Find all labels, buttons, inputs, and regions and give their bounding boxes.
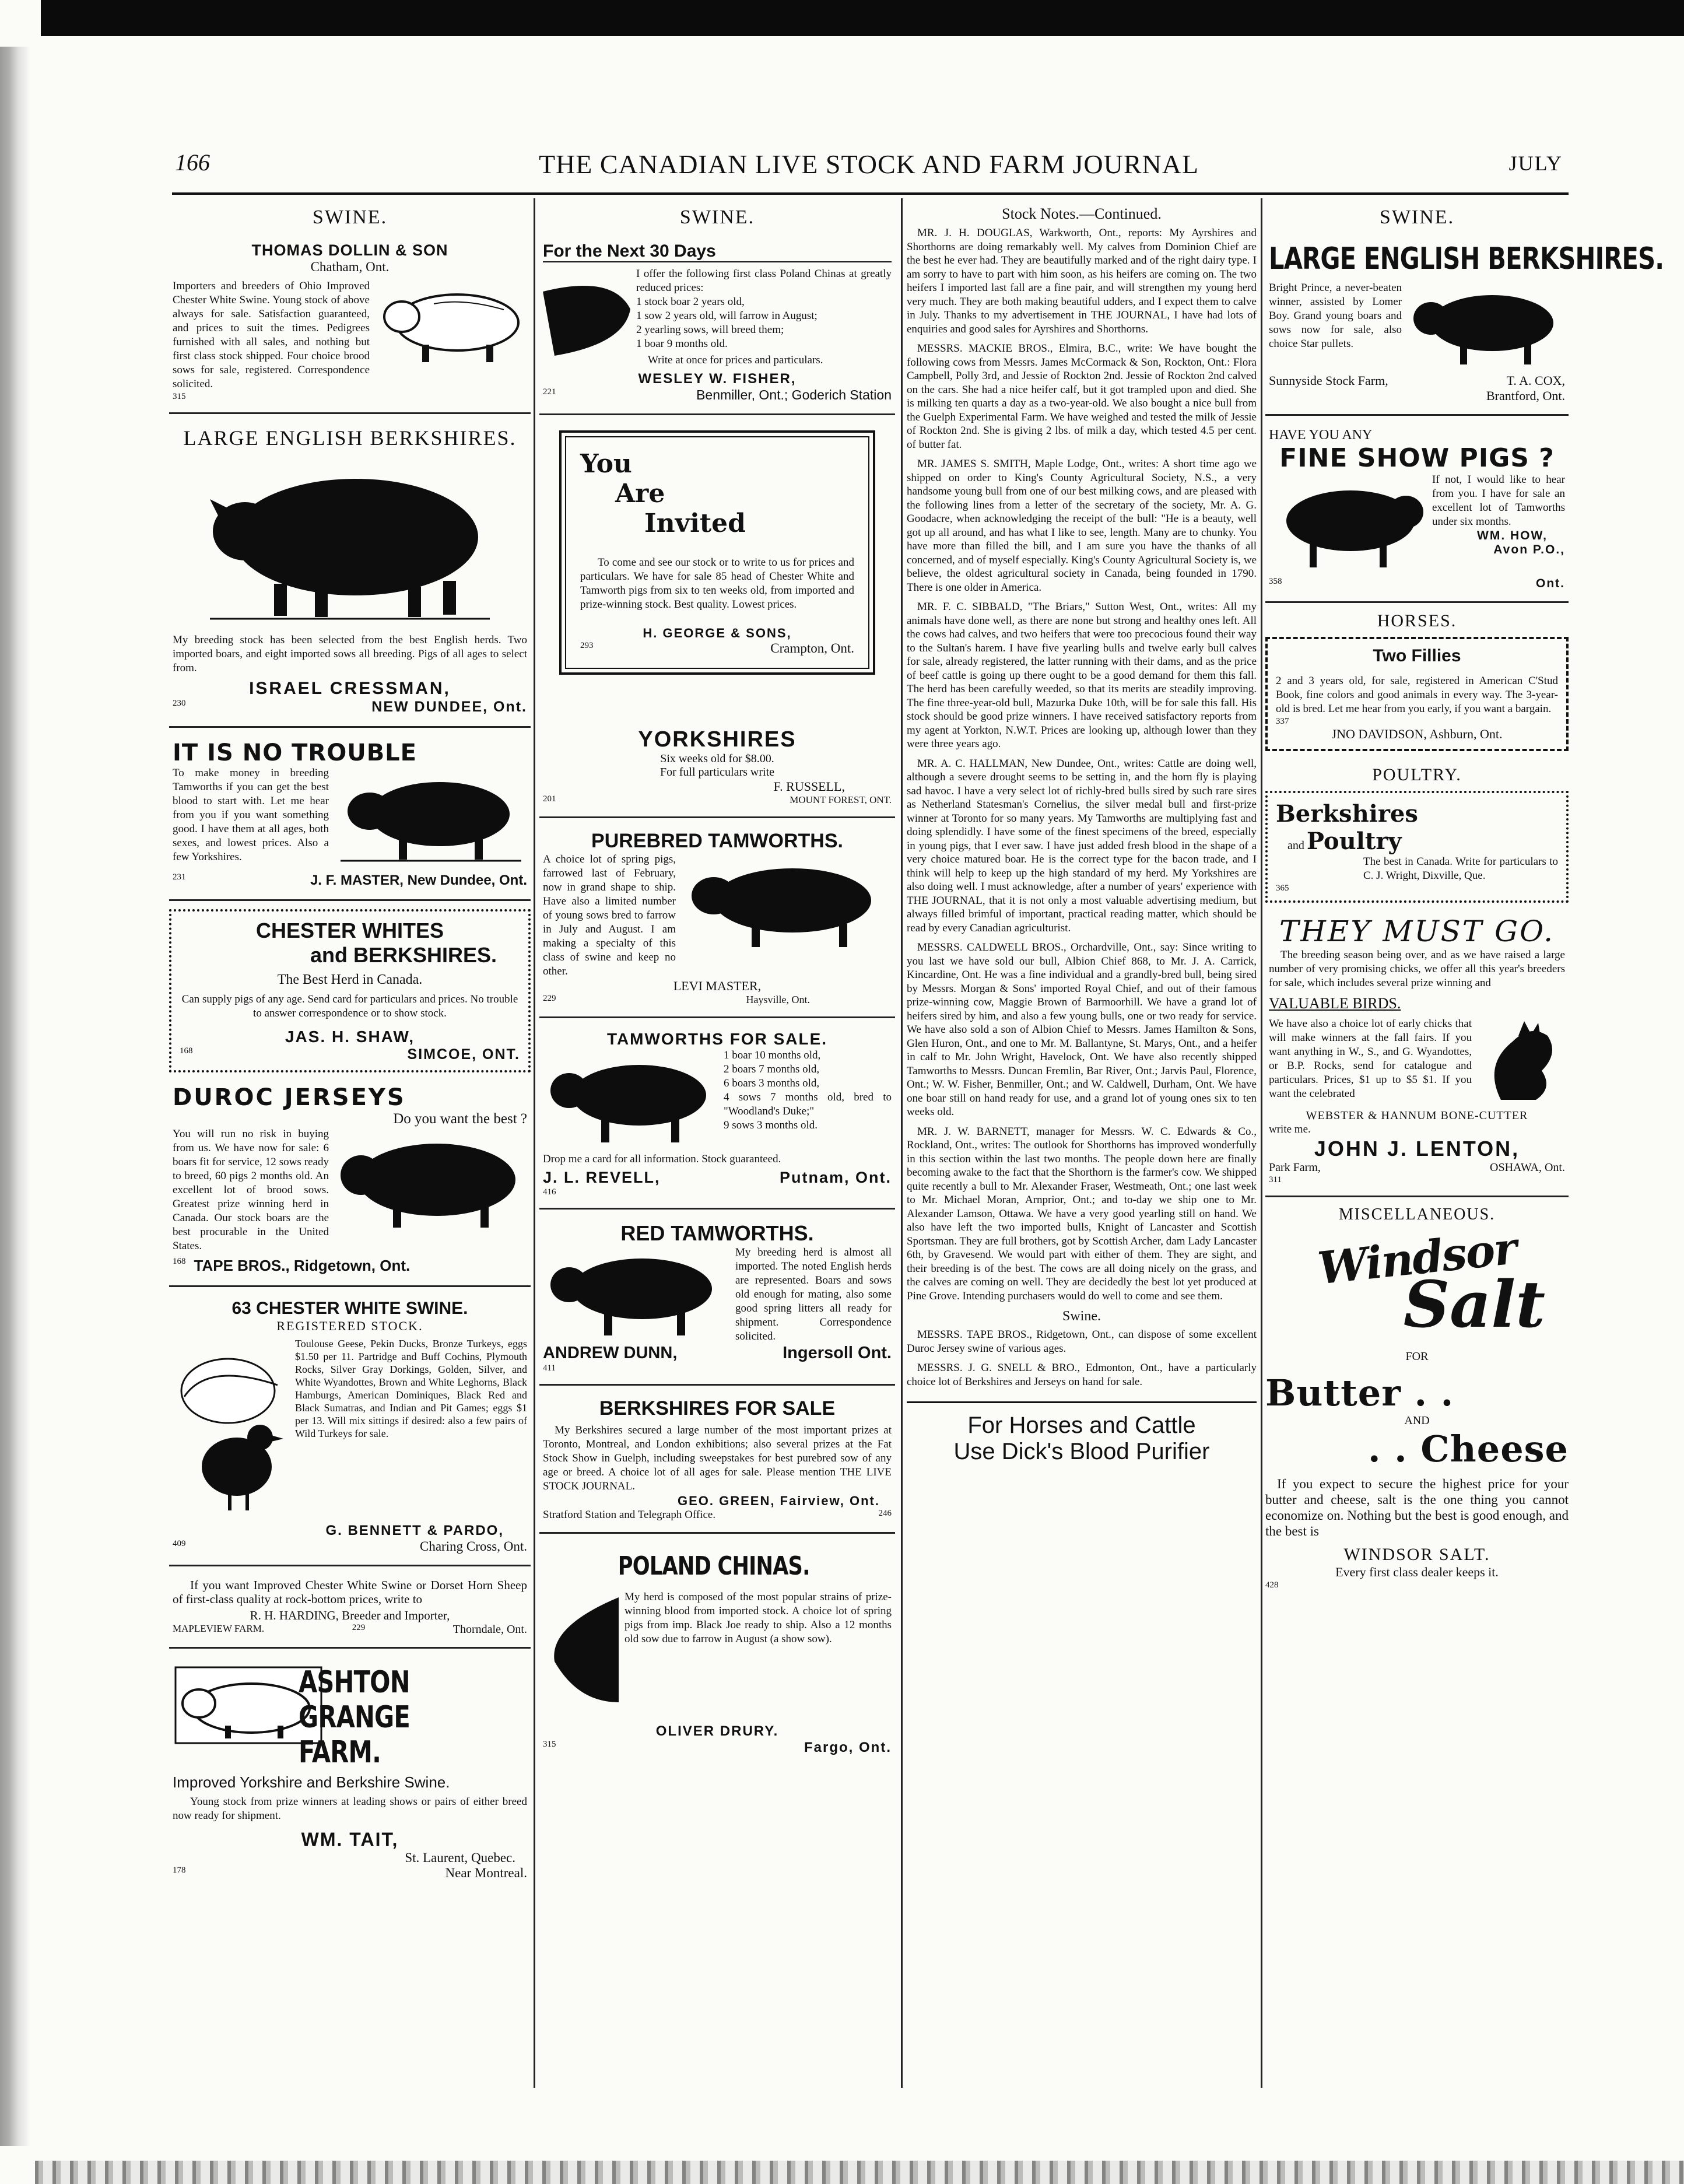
- ad-body: To come and see our stock or to write to us for prices and particulars. We have for sale 85 head of Chester White and Tamworth pigs from six to ten weeks old, from imported and prize-winning stock. Best quality. Lowest prices.: [580, 556, 854, 611]
- section-heading: POULTRY.: [1372, 765, 1462, 784]
- ad-line: 2 boars 7 months old,: [724, 1063, 820, 1075]
- ad-number: 178: [173, 1866, 186, 1875]
- ad-title: FINE SHOW PIGS ?: [1279, 443, 1555, 473]
- stock-note: MESSRS. CALDWELL BROS., Orchardville, Ont., say: Since writing to you last we have sold our bull, Albion Chief 868, to Mr. J. A. Carrick, Kincardine, Ont. He was a fine individual and a grandly-bred bull, being sired by Messrs. Morgan & Sons' imported Royal Chief, and out of their famous prize-winning cow, Maggie Brown of Barmoorhill. We have a grand lot of heifers sired by him, and also a few young bulls, one or two ready for service. We have also sold a son of Albion Chief to Messrs. James Hamilton & Sons, Glen Huron, Ont., and one to Mr. M. Ballantyne, St. Marys, Ont., and a heifer in calf to Mr. John Wright, Havelock, Ont. We have also recently shipped Tamworths to Messrs. Duncan Fremlin, Bar River, Ont.; Jarvis Paul, Florence, Ont.; W. W. Fisher, Benmiller, Ont.; and W. Caldwell, Durham, Ont. We have one boar still on hand ready for use, and a grand lot of young ones six to ten weeks old.: [907, 941, 1257, 1118]
- ad-title: THEY MUST GO.: [1279, 914, 1555, 948]
- ad-line: 9 sows 3 months old.: [724, 1119, 818, 1131]
- page-number: 166: [175, 149, 210, 176]
- ad-jas-shaw: [169, 909, 531, 1072]
- ad-advertiser: ANDREW DUNN,: [543, 1344, 678, 1362]
- ad-advertiser: WM. TAIT,: [301, 1829, 399, 1850]
- pig-illustration: [682, 854, 892, 953]
- ad-kicker: HAVE YOU ANY: [1269, 427, 1373, 443]
- ad-israel-cressman: [169, 422, 531, 728]
- ad-body: If not, I would like to hear from you. I have for sale an excellent lot of Tamworths under six months.: [1432, 474, 1565, 528]
- pig-illustration: [543, 1247, 729, 1340]
- ad-advertiser: T. A. COX,: [1506, 373, 1565, 388]
- ad-body: A choice lot of spring pigs, farrowed last of February, now in grand shape to ship. Have also a limited number of young sows bred to farrow in July and August. I am making a specialty of this class of swine and keep no other.: [543, 853, 676, 977]
- invite-word: Are: [615, 479, 665, 509]
- ad-body: The best in Canada. Write for particulars to C. J. Wright, Dixville, Que.: [1363, 856, 1558, 882]
- ad-title: PUREBRED TAMWORTHS.: [591, 830, 843, 852]
- ad-number: 409: [173, 1539, 186, 1548]
- column-3-stock-notes: [907, 198, 1257, 2097]
- ad-number: 365: [1276, 884, 1289, 893]
- ad-body: If you want Improved Chester White Swine or Dorset Horn Sheep of first-class quality at rock-bottom prices, write to: [173, 1578, 527, 1606]
- ad-place: Ingersoll Ont.: [783, 1344, 892, 1362]
- ad-advertiser: OLIVER DRURY.: [655, 1723, 779, 1739]
- ad-number: 201: [543, 794, 556, 804]
- ad-title: POLAND CHINAS.: [618, 1551, 810, 1581]
- ad-line: 1 stock boar 2 years old,: [636, 296, 745, 308]
- ad-line: 6 boars 3 months old,: [724, 1077, 820, 1089]
- stock-note: MR. F. C. SIBBALD, "The Briars," Sutton West, Ont., writes: All my animals have done well, as there are none but strong and healthy ones left. All the cows had calves, and two heifers that were too precocious found their way to the Sultan's harem. I have five yearling bulls and twelve early bull calves for sale, already registered, the latter running with their dams, and as the price of beef cattle is going up there ought to be a good demand for them this fall. The herd has been carefully weeded, so that its merits are steadily improving. The fine three-year-old bull, Mazurka Duke 10th, will be for sale this fall. His stock should be good prize winners. I have received satisfactory reports from my agent at Yorkton, N.W.T. Prices are looking up, although lower than they were three years ago.: [907, 601, 1257, 750]
- ad-wm-how: [1265, 424, 1569, 603]
- section-heading: SWINE.: [679, 206, 755, 228]
- ad-place: Chatham, Ont.: [310, 260, 390, 274]
- ad-body: Importers and breeders of Ohio Improved Chester White Swine. Young stock of above always for sale. Satisfaction guaranteed, and prices to suit the times. Pedigrees furnished with all sales, and nothing but first class stock shipped. Four choice brood sows for sale, registered. Correspondence solicited.: [173, 280, 370, 390]
- stock-note: MR. J. W. BARNETT, manager for Messrs. W. C. Edwards & Co., Rockland, Ont., writes: The outlook for Shorthorns has improved wonderfully in this section within the last two months. The people down here are finally becoming awake to the fact that the Shorthorn is the farmer's cow. We shipped quite recently a bull to Mr. Alexander Fraser, Westmeath, Ont.; one last week to Mr. Michael Moran, Arnprior, Ont.; and to-day we ship one to Mr. Alexander Lamson, Ottawa. We have a very good yearling still on hand. We also have left the two imported bulls, Knight of Lancaster and Scottish Sportsman. They are full brothers, got by Scottish Archer, dam Lady Lancaster 6th, by Gravesend. We would part with either of them. They are sight, and their breeding is of the best. The cows are all doing nicely on the grass, and the calves are coming on well. They are decidedly the best lot yet produced at Pine Grove. Intending purchasers would do well to come and see them.: [907, 1125, 1257, 1302]
- ad-bennett-pardo: [169, 1295, 531, 1566]
- farm-name: Sunnyside Stock Farm,: [1269, 373, 1388, 388]
- ad-advertiser: TAPE BROS., Ridgetown, Ont.: [194, 1257, 411, 1274]
- ad-number: 168: [180, 1046, 193, 1056]
- pig-illustration: [543, 1591, 619, 1708]
- section-heading: HORSES.: [1377, 611, 1457, 630]
- section-heading: SWINE.: [1379, 206, 1455, 228]
- product-word: . . Cheese: [1367, 1428, 1569, 1470]
- ad-line: 1 boar 9 months old.: [636, 338, 728, 350]
- ad-body: You will run no risk in buying from us. We have now for sale: 6 boars fit for service, 12 sows ready to breed, 60 pigs 2 months old. An excellent lot of brood sows. Greatest prize winning herd in Canada. Our stock boars are the best procurable in the United States.: [173, 1128, 329, 1252]
- section-heading: MISCELLANEOUS.: [1338, 1205, 1496, 1224]
- pig-illustration: [1408, 282, 1565, 370]
- ad-number: 416: [543, 1187, 556, 1197]
- ad-title: BERKSHIRES FOR SALE: [599, 1397, 836, 1419]
- invite-word: Invited: [644, 509, 746, 538]
- ad-number: 230: [173, 699, 186, 708]
- pig-illustration: [543, 1050, 718, 1149]
- ad-place: MOUNT FOREST, ONT.: [790, 794, 892, 805]
- column-rule: [1261, 198, 1262, 2088]
- journal-title: THE CANADIAN LIVE STOCK AND FARM JOURNAL: [538, 149, 1199, 179]
- stock-note: MR. JAMES S. SMITH, Maple Lodge, Ont., writes: A short time ago we shipped on order to King's County Agricultural Society, N.S., a very handsome young bull from one of our best milking cows, and are pleased with the following lines from a letter of the secretary of the society, Mr. A. G. Goodacre, when acknowledging the receipt of the bull: "He is a beauty, well got up all around, and has what I like to see, length. Many are to chunky. You have more than filled the bill, and I am sure you have the thanks of all concerned, and of myself especially. King's County Agricultural Society is, we believe, the oldest agricultural society in Canada, being founded in 1790. There is one older in America.: [907, 458, 1257, 594]
- ad-product: WEBSTER & HANNUM BONE-CUTTER: [1306, 1109, 1528, 1122]
- ad-advertiser: JNO DAVIDSON, Ashburn, Ont.: [1331, 727, 1503, 741]
- ad-title: GRANGE FARM.: [299, 1700, 410, 1770]
- ad-body: 2 and 3 years old, for sale, registered in American C'Stud Book, fine colors and good animals in every way. The 3-year-old is bred. Let me hear from you early, if you want a bargain.: [1276, 675, 1558, 715]
- ad-oliver-drury: [539, 1542, 895, 1766]
- page-edge-shadow: [0, 47, 30, 2146]
- ad-body: If you expect to secure the highest price for your butter and cheese, salt is the one thing you cannot economize on. Nothing but the best is good enough, and the best is: [1265, 1477, 1569, 1538]
- ad-line: 4 sows 7 months old, bred to "Woodland's Duke;": [724, 1091, 892, 1117]
- column-2: [539, 198, 895, 2097]
- farm-name: Park Farm,: [1269, 1161, 1321, 1174]
- ad-advertiser: G. BENNETT & PARDO,: [325, 1523, 504, 1538]
- ad-advertiser: ISRAEL CRESSMAN,: [249, 679, 451, 698]
- ad-number: 315: [173, 392, 186, 401]
- ad-title: LARGE ENGLISH BERKSHIRES.: [1269, 241, 1664, 276]
- ad-advertiser: WESLEY W. FISHER,: [638, 371, 797, 387]
- ad-windsor-salt: [1265, 1222, 1569, 1590]
- ad-tape-bros: [169, 1081, 531, 1287]
- ad-headline: For Horses and Cattle: [967, 1412, 1196, 1438]
- ad-title: TAMWORTHS FOR SALE.: [606, 1030, 828, 1048]
- pig-illustration: [335, 767, 527, 867]
- ad-advertiser: R. H. HARDING, Breeder and Importer,: [250, 1608, 450, 1622]
- ad-title: IT IS NO TROUBLE: [173, 739, 417, 766]
- page-header: [175, 149, 1563, 184]
- ad-subtitle: REGISTERED STOCK.: [276, 1319, 423, 1333]
- column-rule: [901, 198, 903, 2088]
- ad-title: DUROC JERSEYS: [173, 1084, 406, 1111]
- ad-thomas-dollin: [169, 238, 531, 414]
- ad-place: Thorndale, Ont.: [452, 1623, 527, 1636]
- ad-footer: Every first class dealer keeps it.: [1335, 1565, 1499, 1579]
- ad-number: 246: [878, 1509, 892, 1518]
- ad-subtitle: Improved Yorkshire and Berkshire Swine.: [173, 1773, 450, 1791]
- ad-number: 168: [173, 1257, 186, 1266]
- ad-levi-master: [539, 826, 895, 1018]
- ad-title: and BERKSHIRES.: [310, 943, 497, 967]
- brand-wordmark: Salt: [1403, 1267, 1545, 1342]
- ad-place: Crampton, Ont.: [770, 641, 854, 655]
- ad-title: Two Fillies: [1373, 646, 1461, 665]
- column-1: [169, 198, 531, 2097]
- ad-body: I offer the following first class Poland Chinas at greatly reduced prices:: [636, 268, 892, 294]
- ad-cj-wright: [1265, 791, 1569, 903]
- subheading: Swine.: [1062, 1309, 1101, 1324]
- ad-title: Berkshires: [1276, 800, 1418, 828]
- white-pig-illustration: [376, 281, 527, 368]
- ad-number: 231: [173, 872, 186, 882]
- ad-place: St. Laurent, Quebec.: [405, 1850, 515, 1865]
- ad-place: NEW DUNDEE, Ont.: [371, 699, 527, 715]
- ad-number: 229: [543, 994, 556, 1003]
- ad-place: Benmiller, Ont.; Goderich Station: [696, 387, 892, 402]
- ad-h-george: [559, 430, 875, 675]
- ad-title: YORKSHIRES: [638, 727, 797, 752]
- ad-jf-master: [169, 736, 531, 901]
- ad-place: Charing Cross, Ont.: [420, 1539, 527, 1554]
- ad-place: Avon P.O.,: [1493, 543, 1565, 556]
- ad-number: 311: [1269, 1175, 1282, 1184]
- stock-note: MR. A. C. HALLMAN, New Dundee, Ont., writes: Cattle are doing well, although a severe drought seems to be setting in, and the horn fly is playing sad havoc. I have a very select lot of richly-bred bulls sired by such rare sires as Netherland Statesman's Cornelius, the silver medal bull and first-prize winner at Toronto for so many years. My Tamworths are multiplying fast and doing splendidly. I have some of the finest specimens of the breed, especially in young pigs, that I ever saw. I have just added fresh blood in the shape of a very choice matured boar. He is the correct type for the bacon trade, and I think will help to keep up the high standard of my herd. My Yorkshires are also doing well. I must acknowledge, after a number of years' experience with THE JOURNAL, that it is not only a most valuable advertising medium, but always filled brimful of important, practical reading matter, which should be read by every Canadian agriculturist.: [907, 757, 1257, 934]
- ad-place: Putnam, Ont.: [780, 1169, 892, 1186]
- invite-word: You: [580, 449, 632, 479]
- ad-title: ASHTON: [299, 1665, 410, 1700]
- pig-illustration: [543, 268, 630, 362]
- ad-advertiser: H. GEORGE & SONS,: [643, 626, 792, 640]
- section-heading: Stock Notes.—Continued.: [1002, 205, 1162, 222]
- ad-body: My Berkshires secured a large number of the most important prizes at Toronto, Montreal, and London exhibitions; also several prizes at the Fat Stock Show in Guelph, including sweepstakes for best purebred sow of any age or breed. A choice lot of all ages for sale. Please mention THE LIVE STOCK JOURNAL.: [543, 1424, 892, 1492]
- ad-geo-green: [539, 1394, 895, 1534]
- issue-month: JULY: [1508, 152, 1563, 175]
- top-border: [41, 0, 1684, 36]
- ad-title: 63 CHESTER WHITE SWINE.: [231, 1299, 468, 1318]
- ad-place: Ont.: [1536, 577, 1565, 590]
- stock-note: MESSRS. TAPE BROS., Ridgetown, Ont., can dispose of some excellent Duroc Jersey swine of various ages.: [907, 1328, 1257, 1355]
- ad-body: Drop me a card for all information. Stock guaranteed.: [543, 1153, 781, 1165]
- ad-headline: Use Dick's Blood Purifier: [953, 1439, 1210, 1464]
- ad-advertiser: GEO. GREEN, Fairview, Ont.: [677, 1494, 880, 1508]
- ad-number: 315: [543, 1740, 556, 1749]
- ad-number: 337: [1276, 717, 1289, 726]
- ad-place: Near Montreal.: [445, 1866, 527, 1880]
- ad-number: 221: [543, 387, 556, 397]
- ad-advertiser: JOHN J. LENTON,: [1314, 1137, 1520, 1161]
- ad-body: We have also a choice lot of early chicks that will make winners at the fall fairs. If you want anything in W., S., and G. Wyandottes, or B.P. Rocks, send for catalogue and particulars. Prices, $1 up to $5 $1. If you want the celebrated: [1269, 1018, 1472, 1100]
- column-rule: [534, 198, 535, 2088]
- ad-number: 229: [352, 1623, 366, 1632]
- ad-advertiser: WM. HOW,: [1477, 529, 1548, 542]
- ad-body: write me.: [1269, 1123, 1311, 1135]
- ad-advertiser: J. L. REVELL,: [543, 1169, 661, 1186]
- ad-rh-harding: [169, 1575, 531, 1649]
- ad-body: Can supply pigs of any age. Send card for particulars and prices. No trouble to answer correspondence or to show stock.: [181, 993, 518, 1019]
- ad-john-lenton: [1265, 911, 1569, 1197]
- ad-tagline: Do you want the best ?: [393, 1111, 527, 1127]
- pig-illustration: [198, 458, 501, 627]
- ad-body: Bright Prince, a never-beaten winner, assisted by Lomer Boy. Grand young boars and sows now for sale, also choice Star pullets.: [1269, 282, 1402, 350]
- ad-body: Young stock from prize winners at leading shows or pairs of either breed now ready for shipment.: [173, 1796, 527, 1822]
- ad-and: and: [1287, 839, 1304, 852]
- ad-line: 2 yearling sows, will breed them;: [636, 324, 784, 336]
- ad-body: To make money in breeding Tamworths if you can get the best blood to start with. Let me hear from you if you want something good. I have them at all ages, both sexes, and lowest prices. Also a few Yorkshires.: [173, 767, 329, 863]
- ad-title: LARGE ENGLISH BERKSHIRES.: [183, 426, 517, 450]
- ad-body: My breeding herd is almost all imported. The noted English herds are represented. Boars and sows old enough for mating, also some good spring litters all ready for shipment. Correspondence solicited.: [735, 1246, 892, 1342]
- pig-illustration: [1269, 474, 1426, 573]
- ad-place: SIMCOE, ONT.: [407, 1046, 520, 1063]
- ad-number: 428: [1265, 1580, 1279, 1590]
- farm-name: MAPLEVIEW FARM.: [173, 1623, 265, 1634]
- stock-note: MR. J. H. DOUGLAS, Warkworth, Ont., reports: My Ayrshires and Shorthorns are doing remarkably well. My calves from Dominion Chief are the best he ever had. They are beautifully marked and of the right dairy type. I am sorry to have to part with him soon, as his heifers are coming on. The two heifers I imported last fall are a fine pair, and will strengthen my young herd very much. They are both making beautiful udders, and I expect them to calve in July. Thanks to my advertisement in THE JOURNAL, I have had lots of enquiries and good sales for Ayrshires and Shorthorns.: [907, 227, 1257, 335]
- ad-jno-davidson: [1265, 637, 1569, 751]
- ad-line: 1 sow 2 years old, will farrow in August;: [636, 310, 818, 322]
- ad-and: AND: [1404, 1414, 1430, 1427]
- bottom-edge: [35, 2161, 1684, 2184]
- ad-title: For the Next 30 Days: [543, 241, 892, 262]
- ad-advertiser: LEVI MASTER,: [673, 979, 762, 993]
- ad-number: 411: [543, 1363, 556, 1373]
- ad-place: Fargo, Ont.: [804, 1740, 892, 1755]
- ad-advertiser: F. RUSSELL,: [773, 779, 845, 794]
- column-4: [1265, 198, 1664, 2097]
- ad-wesley-fisher: [539, 238, 895, 415]
- ad-place: Brantford, Ont.: [1486, 388, 1565, 403]
- ad-line: 1 boar 10 months old,: [724, 1049, 821, 1061]
- ad-body: My herd is composed of the most popular strains of prize-winning blood from imported stock. A choice lot of spring pigs from imp. Black Joe ready to ship. Also a 12 months old sow due to farrow in August (a show sow).: [625, 1591, 892, 1645]
- ad-title: RED TAMWORTHS.: [620, 1221, 814, 1245]
- pig-illustration: [335, 1128, 527, 1233]
- ad-subtitle: The Best Herd in Canada.: [277, 972, 423, 987]
- ad-place: Stratford Station and Telegraph Office.: [543, 1509, 716, 1521]
- ad-advertiser: J. F. MASTER, New Dundee, Ont.: [310, 872, 527, 888]
- ad-jl-revell: [539, 1026, 895, 1210]
- ad-subtitle: VALUABLE BIRDS.: [1269, 995, 1401, 1012]
- ad-body: Six weeks old for $8.00.: [660, 752, 774, 765]
- ad-title: Poultry: [1306, 828, 1402, 855]
- ad-place: Haysville, Ont.: [746, 994, 810, 1005]
- brand-wordmark: Windsor: [1315, 1222, 1519, 1295]
- stock-note: MESSRS. J. G. SNELL & BRO., Edmonton, Ont., have a particularly choice lot of Berkshires and Jerseys on hand for sale.: [907, 1362, 1257, 1388]
- rooster-illustration: [1478, 1018, 1565, 1106]
- ad-advertiser: WINDSOR SALT.: [1343, 1545, 1490, 1564]
- ad-f-russell: [539, 698, 895, 818]
- ad-body: Toulouse Geese, Pekin Ducks, Bronze Turkeys, eggs $1.50 per 11. Partridge and Buff Cochins, Plymouth Rocks, Silver Gray Dorkings, Golden, Silver, and White Wyandottes, Brown and White Leghorns, Black Hamburgs, American Dominiques, Black Red and Black Sumatras, and Indian and Pit Games; eggs $1 per 13. Will mix sittings if desired: also a few pairs of Wild Turkeys for sale.: [295, 1338, 527, 1439]
- ad-body: For full particulars write: [659, 766, 775, 779]
- ad-advertiser: JAS. H. SHAW,: [285, 1028, 415, 1046]
- header-rule: [172, 192, 1569, 195]
- ad-title: CHESTER WHITES: [255, 919, 444, 942]
- ad-wm-tait: [169, 1657, 531, 1891]
- ad-number: 358: [1269, 577, 1282, 586]
- ad-place: OSHAWA, Ont.: [1490, 1161, 1565, 1174]
- ad-body: Write at once for prices and particulars.: [648, 354, 823, 366]
- ad-for: FOR: [1405, 1350, 1429, 1363]
- stock-note: MESSRS. MACKIE BROS., Elmira, B.C., write: We have bought the following cows from Messrs. James McCormack & Son, Rockton, Ont.: Flora Campbell, Polly 3rd, and Jessie of Rockton 2nd. Jessie of Rockton 2nd calved on the cars. She had a nice heifer calf, but it got trampled upon and died. She is milking ten quarts a day as a two-year-old. We also bought a nice bull from the Guelph Experimental Farm. We have weighed and tested the milk of Jessie of Rockton 2nd. She is giving 2 lbs. of milk a day, which tested 4.5 per cent. of butter fat.: [907, 342, 1257, 451]
- ad-advertiser: THOMAS DOLLIN & SON: [251, 241, 448, 259]
- ad-ta-cox: [1265, 238, 1664, 416]
- poultry-illustration: [173, 1338, 289, 1519]
- ad-body: My breeding stock has been selected from the best English herds. Two imported boars, and eight imported sows all breeding. Pigs of all ages to select from.: [173, 634, 527, 674]
- section-heading: SWINE.: [312, 206, 388, 228]
- product-word: Butter . .: [1265, 1372, 1454, 1414]
- ad-andrew-dunn: [539, 1218, 895, 1386]
- ad-body: The breeding season being over, and as we have raised a large number of very promising chicks, we offer all this year's breeders for sale, which includes several prize winning and: [1269, 949, 1565, 989]
- ad-number: 293: [580, 641, 594, 650]
